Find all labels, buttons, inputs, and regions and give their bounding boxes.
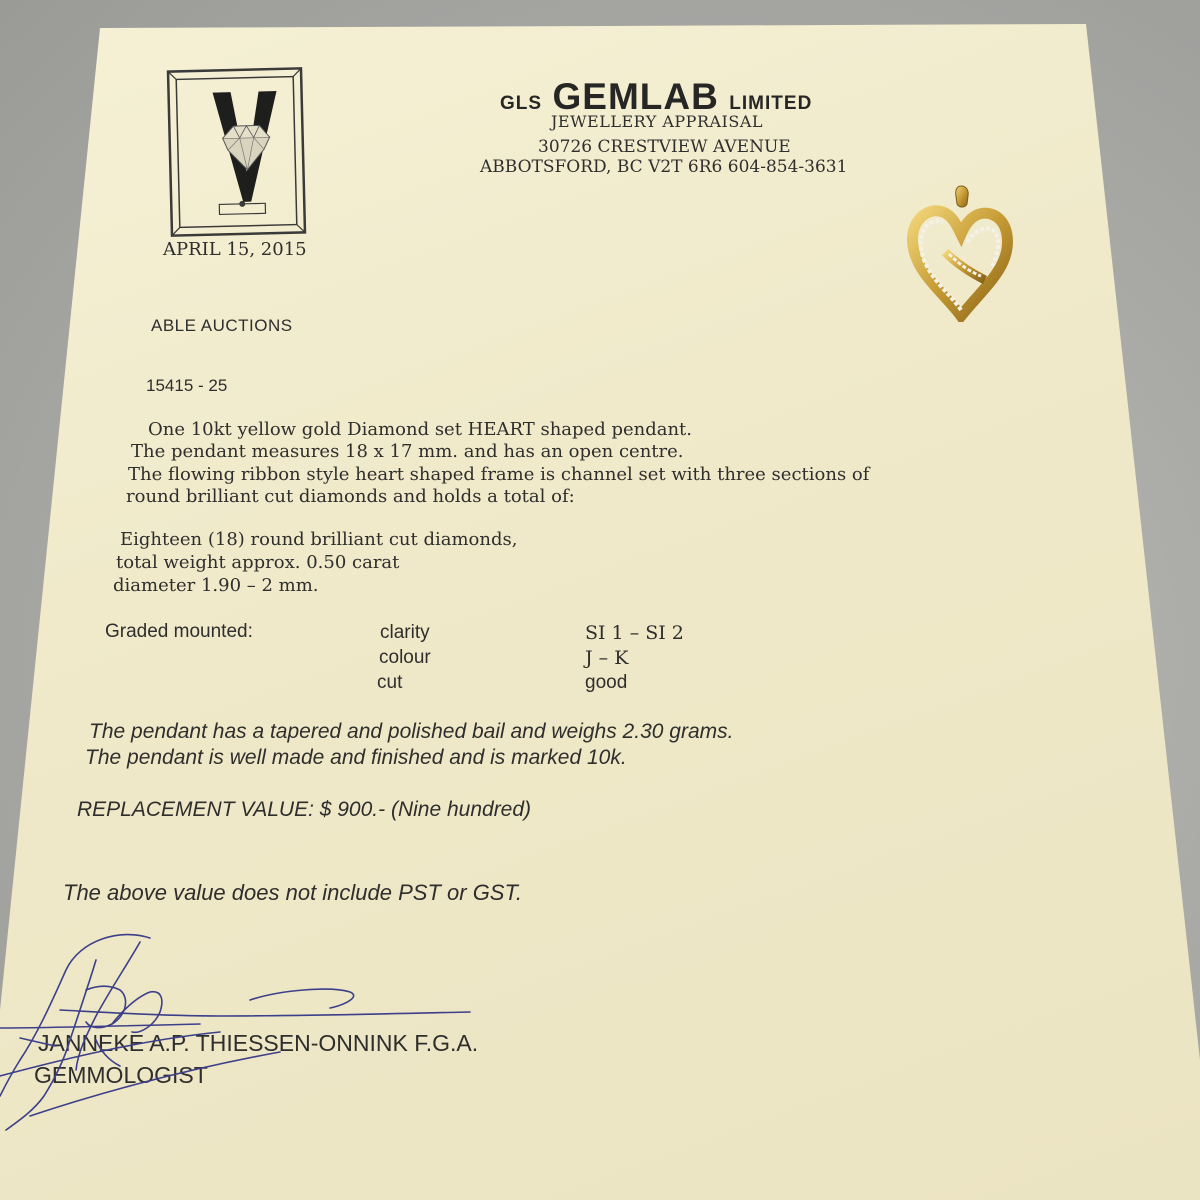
signatory-name: JANNEKE A.P. THIESSEN-ONNINK F.G.A.	[38, 1030, 479, 1056]
reference-number: 15415 - 25	[146, 376, 228, 395]
client-name: ABLE AUCTIONS	[151, 316, 293, 335]
grading-value: good	[585, 672, 628, 693]
description-line-2: The pendant measures 18 x 17 mm. and has an open centre.	[131, 441, 684, 462]
grading-attribute: clarity	[380, 622, 430, 643]
grading-value: J – K	[585, 647, 629, 669]
diamonds-line-2: total weight approx. 0.50 carat	[116, 552, 400, 573]
company-suffix: LIMITED	[729, 93, 813, 114]
remarks-line-2: The pendant is well made and finished and is marked 10k.	[85, 746, 627, 769]
company-prefix: GLS	[500, 93, 543, 114]
heart-pendant-image	[905, 182, 1017, 322]
description-line-4: round brilliant cut diamonds and holds a total of:	[126, 486, 575, 507]
grading-attribute: colour	[379, 647, 431, 668]
description-line-1: One 10kt yellow gold Diamond set HEART shaped pendant.	[148, 419, 693, 440]
grading-attribute: cut	[377, 672, 403, 693]
appraisal-date: APRIL 15, 2015	[163, 239, 307, 260]
remarks-line-1: The pendant has a tapered and polished bail and weighs 2.30 grams.	[89, 720, 734, 743]
replacement-value: REPLACEMENT VALUE: $ 900.- (Nine hundred)	[77, 798, 532, 821]
diamonds-line-3: diameter 1.90 – 2 mm.	[113, 575, 319, 596]
tax-note: The above value does not include PST or GST.	[63, 880, 523, 905]
company-subtitle: JEWELLERY APPRAISAL	[551, 112, 763, 131]
gemlab-logo	[166, 66, 307, 237]
grading-value: SI 1 – SI 2	[585, 622, 684, 644]
address-line-1: 30726 CRESTVIEW AVENUE	[538, 137, 791, 157]
description-line-3: The flowing ribbon style heart shaped frame is channel set with three sections of	[128, 464, 870, 485]
address-line-2: ABBOTSFORD, BC V2T 6R6 604-854-3631	[480, 157, 848, 177]
grading-label: Graded mounted:	[105, 621, 253, 642]
diamonds-line-1: Eighteen (18) round brilliant cut diamonds,	[120, 529, 518, 550]
signatory-title: GEMMOLOGIST	[34, 1062, 208, 1088]
handwritten-signature	[0, 920, 520, 1150]
company-brand: GEMLAB	[552, 76, 719, 117]
